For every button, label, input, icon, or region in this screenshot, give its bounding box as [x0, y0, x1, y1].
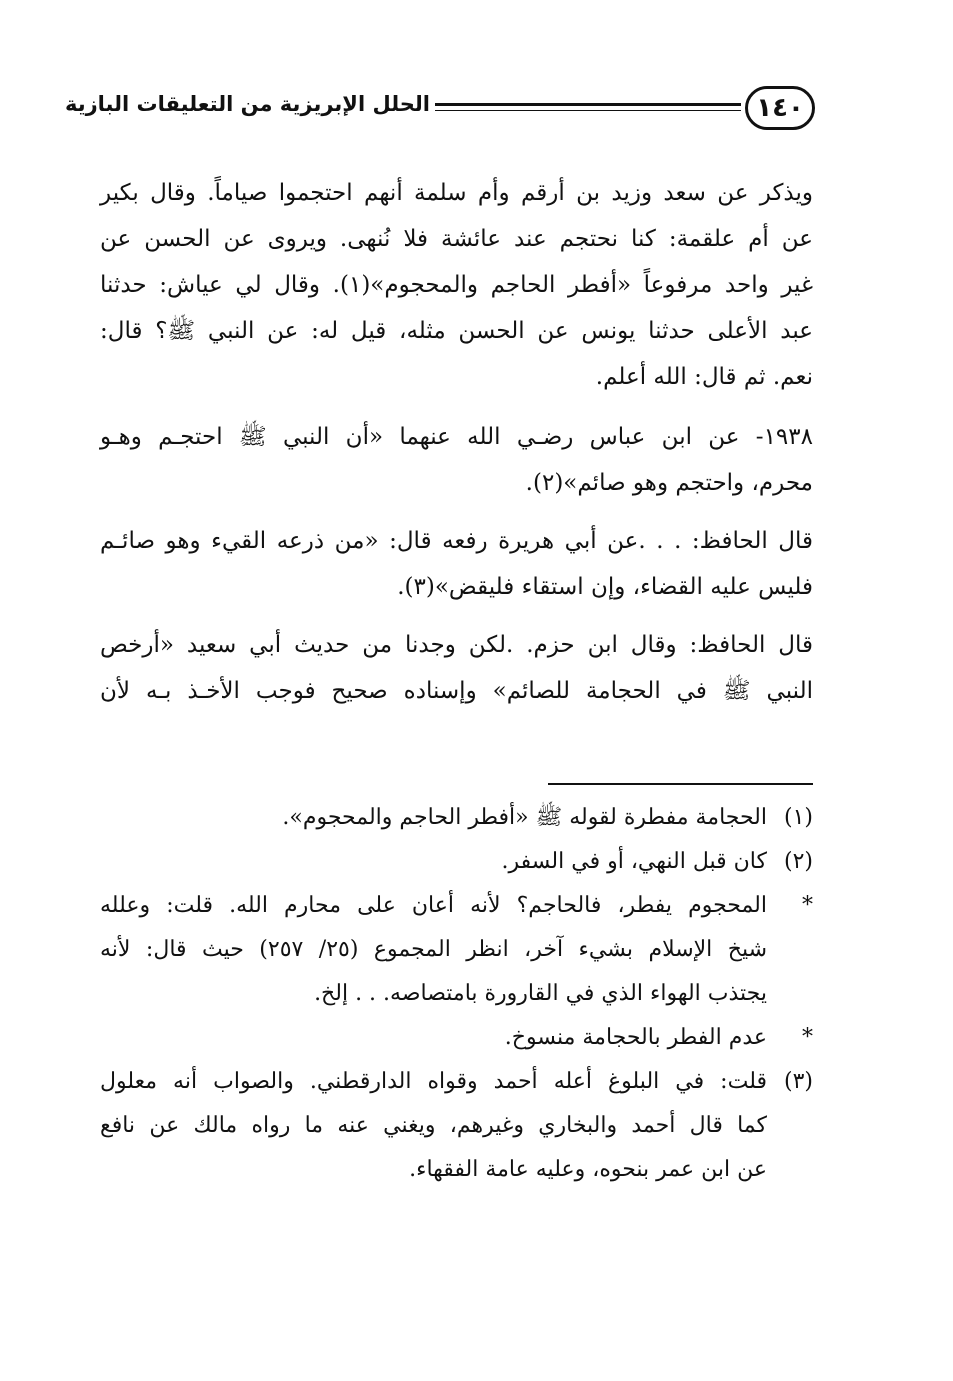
footnote-asterisk-1	[100, 884, 813, 1016]
text-line: نعم. ثم قال: الله أعلم.	[595, 364, 813, 390]
text-line: فليس عليه القضاء، وإن استقاء فليقض»(٣).	[397, 574, 813, 600]
paragraph-1	[100, 170, 813, 400]
footnote-line: عدم الفطر بالحجامة منسوخ.	[504, 1025, 767, 1050]
footnote-asterisk-2	[100, 1016, 813, 1060]
page-number: ١٤٠	[745, 86, 815, 130]
footnote-line: الحجامة مفطرة لقوله ﷺ «أفطر الحاجم والمحجوم».	[282, 805, 767, 830]
text-line: عبد الأعلى حدثنا يونس عن الحسن مثله، قيل له: عن النبي ﷺ؟ قال:	[100, 318, 813, 344]
footnote-line: يجتذب الهواء الذي في القارورة بامتصاصه. . . إلخ.	[314, 981, 767, 1006]
footnote-mark: (٢)	[783, 849, 813, 874]
footnote-separator	[548, 783, 813, 785]
paragraph-hafiz-2	[100, 622, 813, 714]
footnote-line: المحجوم يفطر، فالحاجم؟ لأنه أعان على محارم الله. قلت: وعلله	[100, 893, 767, 918]
footnote-mark: (٣)	[783, 1069, 813, 1094]
running-title: الحلل الإبريزية من التعليقات البازية	[64, 92, 430, 116]
text-line: محرم، واحتجم وهو صائم»(٢).	[525, 470, 813, 496]
text-line: ١٩٣٨- عن ابن عباس رضـي الله عنهما «أن النبي ﷺ احتجـم وهـو	[100, 424, 813, 450]
footnote-line: كان قبل النهي، أو في السفر.	[501, 849, 767, 874]
page-header	[64, 86, 815, 134]
paragraph-hadith-1938	[100, 414, 813, 506]
footnote-1	[100, 796, 813, 840]
text-line: ويذكر عن سعد وزيد بن أرقم وأم سلمة أنهم احتجموا صياماً. وقال بكير	[100, 180, 813, 206]
footnote-line: شيخ الإسلام بشيء آخر، انظر المجموع (٢٥/ ٢٥٧) حيث قال: لأنه	[100, 937, 768, 962]
main-text	[100, 170, 813, 726]
footnote-mark: *	[802, 1025, 813, 1050]
footnote-2	[100, 840, 813, 884]
header-rule-thin	[435, 110, 741, 111]
footnote-line: عن ابن عمر بنحوه، وعليه عامة الفقهاء.	[409, 1157, 767, 1182]
footnote-3	[100, 1060, 813, 1192]
text-line: غير واحد مرفوعاً «أفطر الحاجم والمحجوم»(١). وقال لي عياش: حدثنا	[100, 272, 813, 298]
header-rule	[435, 103, 741, 106]
footnote-line: كما قال أحمد والبخاري وغيرهم، ويغني عنه ما رواه مالك عن نافع	[100, 1113, 767, 1138]
footnote-mark: *	[802, 893, 813, 918]
text-line: عن أم علقمة: كنا نحتجم عند عائشة فلا نُنهى. ويروى عن الحسن عن	[100, 226, 813, 252]
text-line: قال الحافظ: وقال ابن حزم. .لكن وجدنا من حديث أبي سعيد «أرخص	[100, 632, 813, 658]
text-line: النبي ﷺ في الحجامة للصائم» وإسناده صحيح فوجب الأخـذ بـه لأن	[100, 678, 813, 704]
footnote-mark: (١)	[783, 805, 813, 830]
footnotes	[100, 796, 813, 1192]
text-line: قال الحافظ: . . .عن أبي هريرة رفعه قال: «من ذرعه القيء وهو صائـم	[100, 528, 813, 554]
paragraph-hafiz-1	[100, 518, 813, 610]
footnote-line: قلت: في البلوغ أعله أحمد وقواه الدارقطني. والصواب أنه معلول	[100, 1069, 767, 1094]
